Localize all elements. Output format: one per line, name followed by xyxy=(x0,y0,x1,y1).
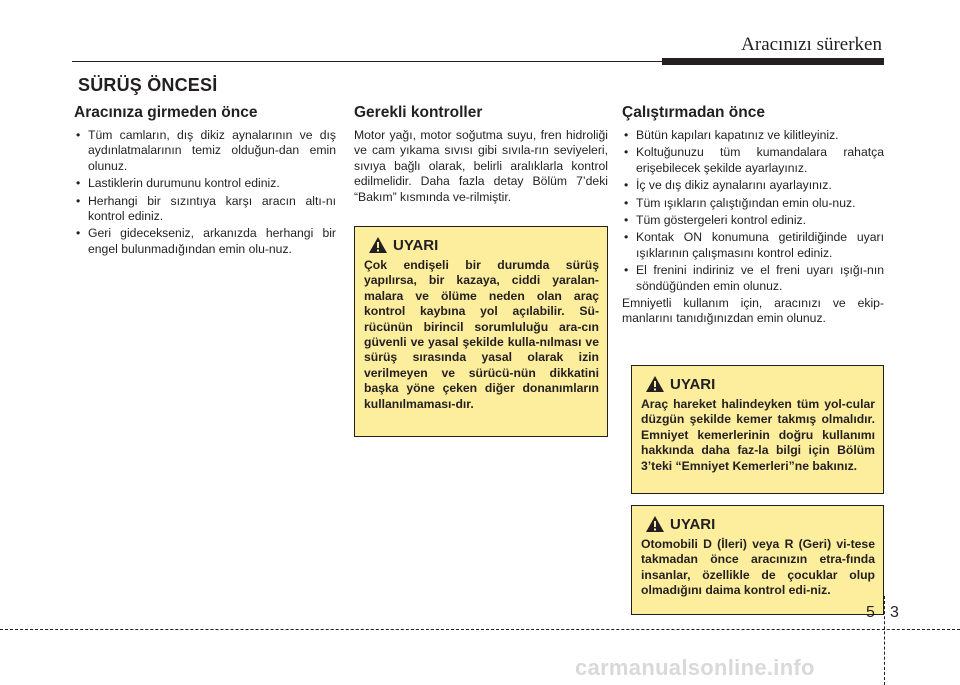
column-required-checks xyxy=(354,104,608,205)
warning-triangle-icon xyxy=(645,375,665,393)
list-item: • Koltuğunuzu tüm kumandalara rahatça erişebilecek şekilde ayarlayınız. xyxy=(622,145,884,176)
list-item: • Tüm camların, dış dikiz aynalarının ve dış aydınlatmalarının temiz olduğun-dan emin olunuz. xyxy=(74,128,336,174)
list-item: • Tüm göstergeleri kontrol ediniz. xyxy=(622,213,884,228)
warning-triangle-icon xyxy=(368,236,388,254)
list-item: • Geri gidecekseniz, arkanızda herhangi bir engel bulunmadığından emin olu-nuz. xyxy=(74,226,336,257)
warning-text: Araç hareket halindeyken tüm yol-cular düzgün şekilde kemer takmış olmalıdır. Emniyet kemerlerinin doğru kullanımı hakkında daha faz-la bilgi için Bölüm 3’teki “Emniyet Kemerleri”ne bakınız. xyxy=(641,397,875,473)
page-number: 3 xyxy=(890,604,899,621)
heading-before-entering: Aracınıza girmeden önce xyxy=(74,104,258,121)
header-title: Aracınızı sürerken xyxy=(741,34,882,55)
warning-label: UYARI xyxy=(670,375,716,393)
warning-text: Çok endişeli bir durumda sürüş yapılırsa, bir kazaya, ciddi yaralan-malara ve ölüme neden olan araç kontrol kaybına yol açılabilir. Sü-rücünün birincil sorumluluğu ara-cın güvenli ve yasal şekilde kulla-nılması ve sürüş sırasında yasal olarak izin verilmeyen ve sürücü-nün dikkatini başka yöne çeken diğer donanımların kullanılmaması-dır. xyxy=(364,258,599,411)
watermark: carmanualsonline.info xyxy=(575,655,815,680)
column-before-starting xyxy=(622,104,884,327)
heading-before-starting: Çalıştırmadan önce xyxy=(622,104,765,121)
header-bar xyxy=(662,58,884,65)
header-divider xyxy=(72,61,662,62)
warning-box-seatbelt xyxy=(631,365,884,494)
list-item: • Herhangi bir sızıntıya karşı aracın altı-nı kontrol ediniz. xyxy=(74,194,336,225)
warning-label: UYARI xyxy=(393,236,439,254)
list-item: • Tüm ışıkların çalıştığından emin olu-nuz. xyxy=(622,196,884,211)
paragraph-before-starting: Emniyetli kullanım için, aracınızı ve ekip-manlarını tanıdığınızdan emin olunuz. xyxy=(622,296,884,326)
list-item: • Kontak ON konumuna getirildiğinde uyarı ışıklarının çalışmasını kontrol ediniz. xyxy=(622,230,884,261)
section-title: SÜRÜŞ ÖNCESİ xyxy=(78,75,218,95)
list-item: • El frenini indiriniz ve el freni uyarı ışığı-nın söndüğünden emin olunuz. xyxy=(622,263,884,294)
list-item: • İç ve dış dikiz aynalarını ayarlayınız. xyxy=(622,178,884,193)
heading-required-checks: Gerekli kontroller xyxy=(354,104,483,121)
list-before-starting xyxy=(622,128,884,294)
warning-box-driving xyxy=(354,226,608,437)
warning-box-gear xyxy=(631,505,884,615)
warning-triangle-icon xyxy=(645,515,665,533)
page-number-divider xyxy=(884,596,885,685)
list-item: • Lastiklerin durumunu kontrol ediniz. xyxy=(74,176,336,191)
warning-text: Otomobili D (İleri) veya R (Geri) vi-tese takmadan önce aracınızın etra-fında insanlar, özellikle de çocuklar olup olmadığını daima kontrol edi-niz. xyxy=(641,537,875,598)
column-before-entering xyxy=(74,104,336,259)
list-before-entering xyxy=(74,128,336,257)
warning-label: UYARI xyxy=(670,515,716,533)
paragraph-required-checks: Motor yağı, motor soğutma suyu, fren hidroliği ve cam yıkama sıvısı gibi sıvıla-rın seviyeleri, sıvıya bağlı olarak, belirli aralıklarla kontrol edilmelidir. Daha fazla detay Bölüm 7’deki “Bakım” kısmında ve-rilmiştir. xyxy=(354,128,608,204)
footer-divider xyxy=(0,629,960,630)
chapter-number: 5 xyxy=(866,604,875,621)
list-item: • Bütün kapıları kapatınız ve kilitleyiniz. xyxy=(622,128,884,143)
